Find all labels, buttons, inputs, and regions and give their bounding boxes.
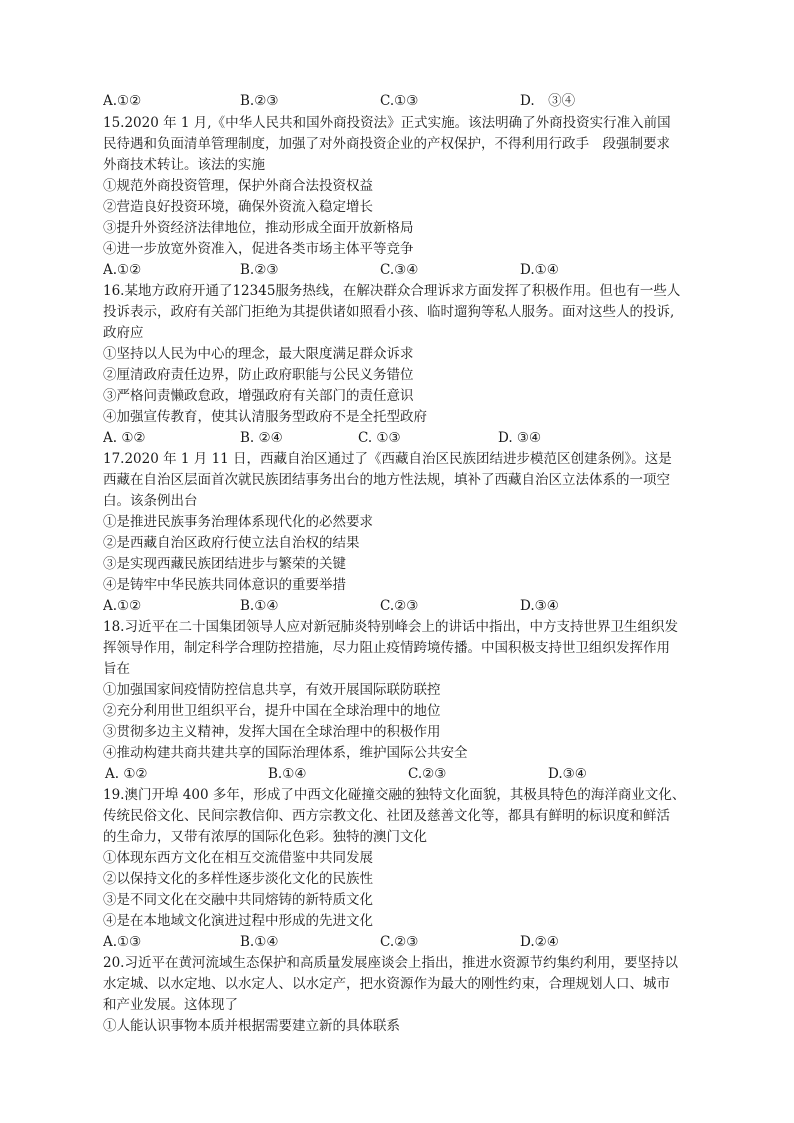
question-19-options <box>103 932 703 953</box>
option-a: A. ①② <box>105 766 148 782</box>
question-17-stem-line-3: 白。该条例出台 <box>103 493 198 509</box>
option-a: A.①② <box>103 93 142 109</box>
question-16-item-2: ②厘清政府责任边界，防止政府职能与公民义务错位 <box>103 367 414 383</box>
question-19-item-2: ②以保持文化的多样性逐步淡化文化的民族性 <box>103 871 373 887</box>
option-c: C. ①③ <box>358 430 401 446</box>
question-15-item-1: ①规范外商投资管理，保护外商合法投资权益 <box>103 178 373 194</box>
question-19-item-3: ③是不同文化在交融中共同熔铸的新特质文化 <box>103 892 373 908</box>
question-17-item-3: ③是实现西藏民族团结进步与繁荣的关键 <box>103 556 346 572</box>
question-20-stem-line-2: 水定城、以水定地、以水定人、以水定产，把水资源作为最大的刚性约束，合理规划人口、城市 <box>103 976 670 992</box>
option-a: A.①② <box>103 598 142 614</box>
question-15-stem-line-1: 15.2020 年 1 月,《中华人民共和国外商投资法》正式实施。该法明确了外商投资实行准入前国 <box>103 115 671 131</box>
option-d: D.①④ <box>520 262 559 278</box>
question-17-stem-line-2: 西藏在自治区层面首次就民族团结事务出台的地方性法规，填补了西藏自治区立法体系的一项空 <box>103 472 670 488</box>
option-a: A.①② <box>103 262 142 278</box>
question-19-stem-line-3: 的生命力，又带有浓厚的国际化色彩。独特的澳门文化 <box>103 829 427 845</box>
option-c: C.②③ <box>408 766 447 782</box>
option-d: D. ③④ <box>520 93 576 109</box>
question-15-item-3: ③提升外资经济法律地位，推动形成全面开放新格局 <box>103 220 414 236</box>
question-16-stem-line-3: 政府应 <box>103 325 144 341</box>
question-18-stem-line-2: 挥领导作用，制定科学合理防控措施，尽力阻止疫情跨境传播。中国积极支持世卫组织发挥作用 <box>103 640 670 656</box>
question-15-options <box>103 260 703 281</box>
question-16-options <box>103 428 703 449</box>
question-17-item-4: ④是铸牢中华民族共同体意识的重要举措 <box>103 577 346 593</box>
option-a: A. ①② <box>103 430 146 446</box>
option-c: C.①③ <box>380 93 419 109</box>
option-b: B.①④ <box>240 598 279 614</box>
question-18-stem-line-3: 旨在 <box>103 661 130 677</box>
option-d: D. ③④ <box>498 430 542 446</box>
question-18-item-4: ④推动构建共商共建共享的国际治理体系，维护国际公共安全 <box>103 745 468 761</box>
option-b: B.②③ <box>240 262 279 278</box>
option-b: B.②③ <box>240 93 279 109</box>
question-20-stem-line-1: 20.习近平在黄河流域生态保护和高质量发展座谈会上指出，推进水资源节约集约利用，要坚持以 <box>103 955 678 971</box>
option-a: A.①③ <box>103 934 142 950</box>
option-b: B.①④ <box>268 766 307 782</box>
question-18-item-3: ③贯彻多边主义精神，发挥大国在全球治理中的积极作用 <box>103 724 441 740</box>
question-15-stem-line-3: 外商技术转让。该法的实施 <box>103 157 265 173</box>
option-c: C.②③ <box>380 598 419 614</box>
question-20-item-1: ①人能认识事物本质并根据需要建立新的具体联系 <box>103 1018 400 1034</box>
question-17-item-1: ①是推进民族事务治理体系现代化的必然要求 <box>103 514 373 530</box>
options-row-q14 <box>103 91 703 112</box>
option-b: B. ②④ <box>240 430 283 446</box>
question-16-stem-line-2: 投诉表示，政府有关部门拒绝为其提供诸如照看小孩、临时遛狗等私人服务。面对这些人的投诉, <box>103 304 675 320</box>
question-20-stem-line-3: 和产业发展。这体现了 <box>103 997 238 1013</box>
question-18-item-2: ②充分利用世卫组织平台，提升中国在全球治理中的地位 <box>103 703 441 719</box>
question-15-item-4: ④进一步放宽外资准入，促进各类市场主体平等竞争 <box>103 241 414 257</box>
option-d: D.③④ <box>520 598 559 614</box>
question-19-item-1: ①体现东西方文化在相互交流借鉴中共同发展 <box>103 850 373 866</box>
question-15-item-2: ②营造良好投资环境，确保外资流入稳定增长 <box>103 199 373 215</box>
question-16-item-3: ③严格问责懒政怠政，增强政府有关部门的责任意识 <box>103 388 414 404</box>
question-17-stem-line-1: 17.2020 年 1 月 11 日，西藏自治区通过了《西藏自治区民族团结进步模范区创建条例》。这是 <box>103 451 672 467</box>
question-16-item-1: ①坚持以人民为中心的理念，最大限度满足群众诉求 <box>103 346 414 362</box>
question-16-stem-line-1: 16.某地方政府开通了12345服务热线，在解决群众合理诉求方面发挥了积极作用。但也有一些人 <box>103 283 681 299</box>
question-18-item-1: ①加强国家间疫情防控信息共享，有效开展国际联防联控 <box>103 682 441 698</box>
question-19-item-4: ④是在本地域文化演进过程中形成的先进文化 <box>103 913 373 929</box>
option-c: C.③④ <box>380 262 419 278</box>
question-16-item-4: ④加强宣传教育，使其认清服务型政府不是全托型政府 <box>103 409 427 425</box>
option-b: B.①④ <box>240 934 279 950</box>
question-19-stem-line-2: 传统民俗文化、民间宗教信仰、西方宗教文化、社团及慈善文化等，都具有鲜明的标识度和鲜活 <box>103 808 670 824</box>
option-c: C.②③ <box>380 934 419 950</box>
question-17-item-2: ②是西藏自治区政府行使立法自治权的结果 <box>103 535 360 551</box>
question-17-options <box>103 596 703 617</box>
question-15-stem-line-2: 民待遇和负面清单管理制度，加强了对外商投资企业的产权保护，不得利用行政手 段强制要求 <box>103 136 670 152</box>
option-d: D.③④ <box>548 766 587 782</box>
question-18-options <box>103 764 703 785</box>
option-d: D.②④ <box>520 934 559 950</box>
question-19-stem-line-1: 19.澳门开埠 400 多年，形成了中西文化碰撞交融的独特文化面貌，其极具特色的海洋商业文化、 <box>103 787 686 803</box>
question-18-stem-line-1: 18.习近平在二十国集团领导人应对新冠肺炎特别峰会上的讲话中指出，中方支持世界卫生组织发 <box>103 619 678 635</box>
